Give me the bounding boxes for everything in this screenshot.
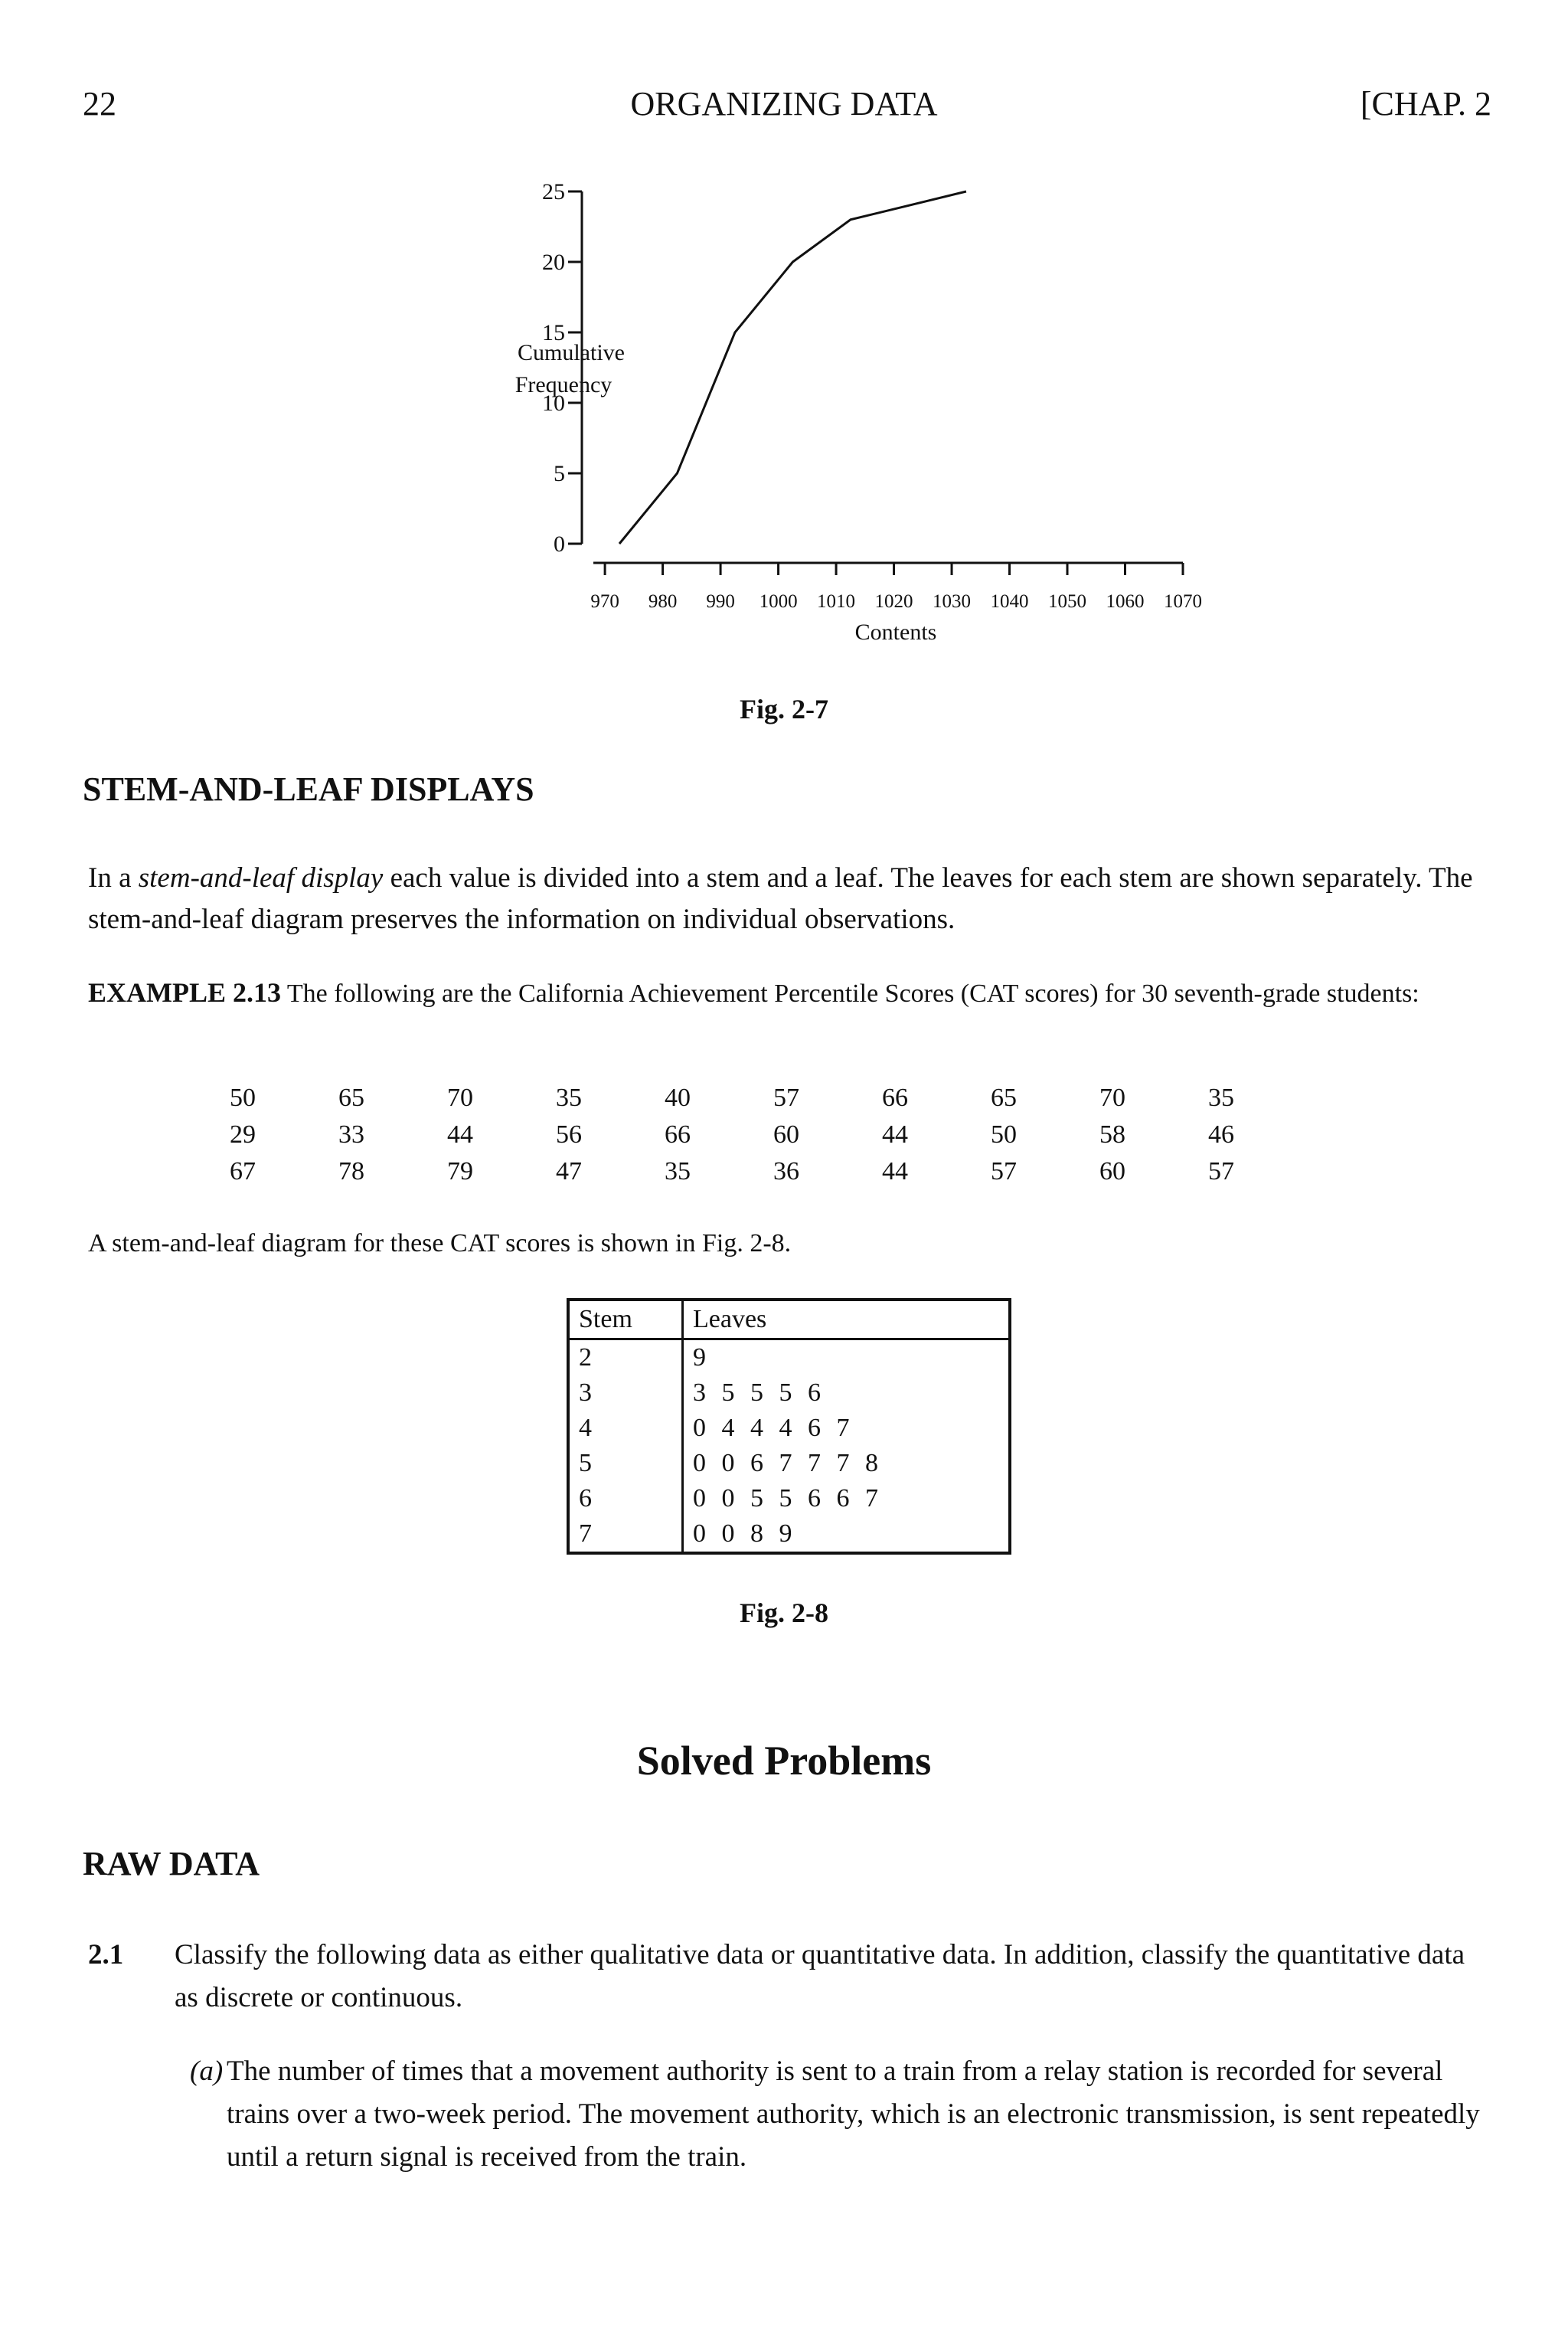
- x-tick-label: 1070: [1164, 591, 1202, 612]
- score-cell: 33: [338, 1120, 364, 1149]
- stem-cell: 4: [568, 1411, 683, 1446]
- x-tick-label: 1040: [990, 591, 1029, 612]
- score-cell: 35: [1208, 1084, 1234, 1112]
- score-cell: 35: [556, 1084, 582, 1112]
- score-cell: 50: [230, 1084, 256, 1112]
- leaves-cell: 0 0 5 5 6 6 7: [693, 1484, 883, 1513]
- fig-2-8-caption: Fig. 2-8: [740, 1598, 828, 1628]
- part-a-text: The number of times that a movement authority is sent to a train from a relay station is recorded for several trains over a two-week period. The movement authority, which is an electronic transmission, is sent repeatedly until a return signal is received from the train.: [227, 2055, 1480, 2173]
- score-cell: 58: [1099, 1120, 1125, 1149]
- score-cell: 67: [230, 1157, 256, 1185]
- section-heading-stem-leaf: STEM-AND-LEAF DISPLAYS: [83, 770, 534, 808]
- fig-2-7-caption: Fig. 2-7: [740, 694, 828, 724]
- chapter-label: [CHAP. 2: [1360, 85, 1491, 123]
- leaves-cell: 3 5 5 5 6: [693, 1378, 825, 1407]
- y-tick-label: 10: [542, 391, 565, 416]
- stem-leaf-row: [568, 1481, 1010, 1516]
- score-cell: 46: [1208, 1120, 1234, 1149]
- header-stem: Stem: [568, 1300, 683, 1339]
- scores-row: [230, 1080, 1317, 1117]
- x-tick-label: 1050: [1048, 591, 1087, 612]
- score-cell: 65: [991, 1084, 1017, 1112]
- y-axis: [542, 179, 582, 557]
- score-cell: 65: [338, 1084, 364, 1112]
- y-tick-label: 25: [542, 179, 565, 204]
- y-axis-label-line2: Frequency: [514, 372, 612, 397]
- x-axis-label: Contents: [854, 620, 937, 645]
- ogive-chart: [383, 172, 1225, 662]
- raw-data-heading: RAW DATA: [83, 1845, 260, 1882]
- leaves-cell: 0 4 4 4 6 7: [693, 1414, 854, 1442]
- score-cell: 56: [556, 1120, 582, 1149]
- stem-leaf-row: [568, 1339, 1010, 1376]
- part-a-label: (a): [190, 2055, 224, 2087]
- example-text: The following are the California Achievement Percentile Scores (CAT scores) for 30 seventh-grade students:: [281, 979, 1419, 1008]
- score-cell: 70: [447, 1084, 473, 1112]
- stem-cell: 6: [568, 1481, 683, 1516]
- x-tick-label: 1010: [817, 591, 856, 612]
- example-label: EXAMPLE 2.13: [88, 977, 281, 1008]
- score-cell: 60: [773, 1120, 799, 1149]
- score-cell: 47: [556, 1157, 582, 1185]
- score-cell: 57: [773, 1084, 799, 1112]
- stem-cell: 7: [568, 1516, 683, 1553]
- x-tick-label: 1030: [933, 591, 972, 612]
- stem-and-leaf-table: [567, 1298, 1011, 1555]
- score-cell: 40: [665, 1084, 691, 1112]
- stem-leaf-row: [568, 1446, 1010, 1481]
- problem-text: Classify the following data as either qualitative data or quantitative data. In addition, classify the quantitative data as discrete or continuous.: [175, 1939, 1465, 2013]
- x-tick-label: 1020: [874, 591, 913, 612]
- x-tick-label: 990: [706, 591, 735, 612]
- example-2-13: [88, 973, 1497, 1014]
- leaves-cell: 0 0 8 9: [693, 1519, 797, 1548]
- score-cell: 44: [882, 1157, 908, 1185]
- stem-leaf-row: [568, 1375, 1010, 1411]
- paragraph-text-after: each value is divided into a stem and a leaf. The leaves for each stem are shown separately. The stem-and-leaf diagram preserves the information on individual observations.: [88, 862, 1473, 935]
- leaves-cell: 0 0 6 7 7 7 8: [693, 1449, 883, 1477]
- score-cell: 36: [773, 1157, 799, 1185]
- score-cell: 79: [447, 1157, 473, 1185]
- score-cell: 57: [991, 1157, 1017, 1185]
- x-tick-label: 970: [590, 591, 619, 612]
- y-tick-label: 0: [554, 531, 565, 557]
- score-cell: 44: [447, 1120, 473, 1149]
- score-cell: 57: [1208, 1157, 1234, 1185]
- score-cell: 66: [882, 1084, 908, 1112]
- score-cell: 29: [230, 1120, 256, 1149]
- score-cell: 66: [665, 1120, 691, 1149]
- cumulative-frequency-line: [619, 191, 966, 544]
- y-axis-label-line1: Cumulative: [518, 340, 625, 365]
- score-cell: 35: [665, 1157, 691, 1185]
- stem-leaf-row: [568, 1516, 1010, 1553]
- paragraph-text-before: In a: [88, 862, 139, 894]
- solved-problems-title: Solved Problems: [636, 1738, 932, 1784]
- stem-cell: 2: [568, 1339, 683, 1376]
- stem-leaf-header-row: [568, 1300, 1010, 1339]
- leaves-cell: 9: [693, 1343, 710, 1372]
- score-cell: 44: [882, 1120, 908, 1149]
- score-cell: 78: [338, 1157, 364, 1185]
- x-tick-label: 1060: [1106, 591, 1145, 612]
- stem-leaf-row: [568, 1411, 1010, 1446]
- problem-number: 2.1: [88, 1939, 124, 1970]
- stem-cell: 5: [568, 1446, 683, 1481]
- running-title: ORGANIZING DATA: [630, 85, 938, 123]
- term-stem-and-leaf-display: stem-and-leaf display: [138, 862, 384, 894]
- x-tick-label: 1000: [759, 591, 798, 612]
- score-cell: 70: [1099, 1084, 1125, 1112]
- x-tick-label: 980: [648, 591, 678, 612]
- page-number: 22: [83, 85, 116, 123]
- header-leaves: Leaves: [683, 1300, 1011, 1339]
- scores-row: [230, 1153, 1317, 1190]
- x-axis: [590, 563, 1202, 612]
- y-tick-label: 20: [542, 250, 565, 275]
- example-followup: A stem-and-leaf diagram for these CAT scores is shown in Fig. 2-8.: [88, 1229, 792, 1257]
- stem-leaf-paragraph: [88, 858, 1497, 940]
- scores-row: [230, 1117, 1317, 1153]
- cat-scores-table: [230, 1080, 1317, 1190]
- y-tick-label: 15: [542, 320, 565, 345]
- score-cell: 50: [991, 1120, 1017, 1149]
- score-cell: 60: [1099, 1157, 1125, 1185]
- y-tick-label: 5: [554, 461, 565, 486]
- stem-cell: 3: [568, 1375, 683, 1411]
